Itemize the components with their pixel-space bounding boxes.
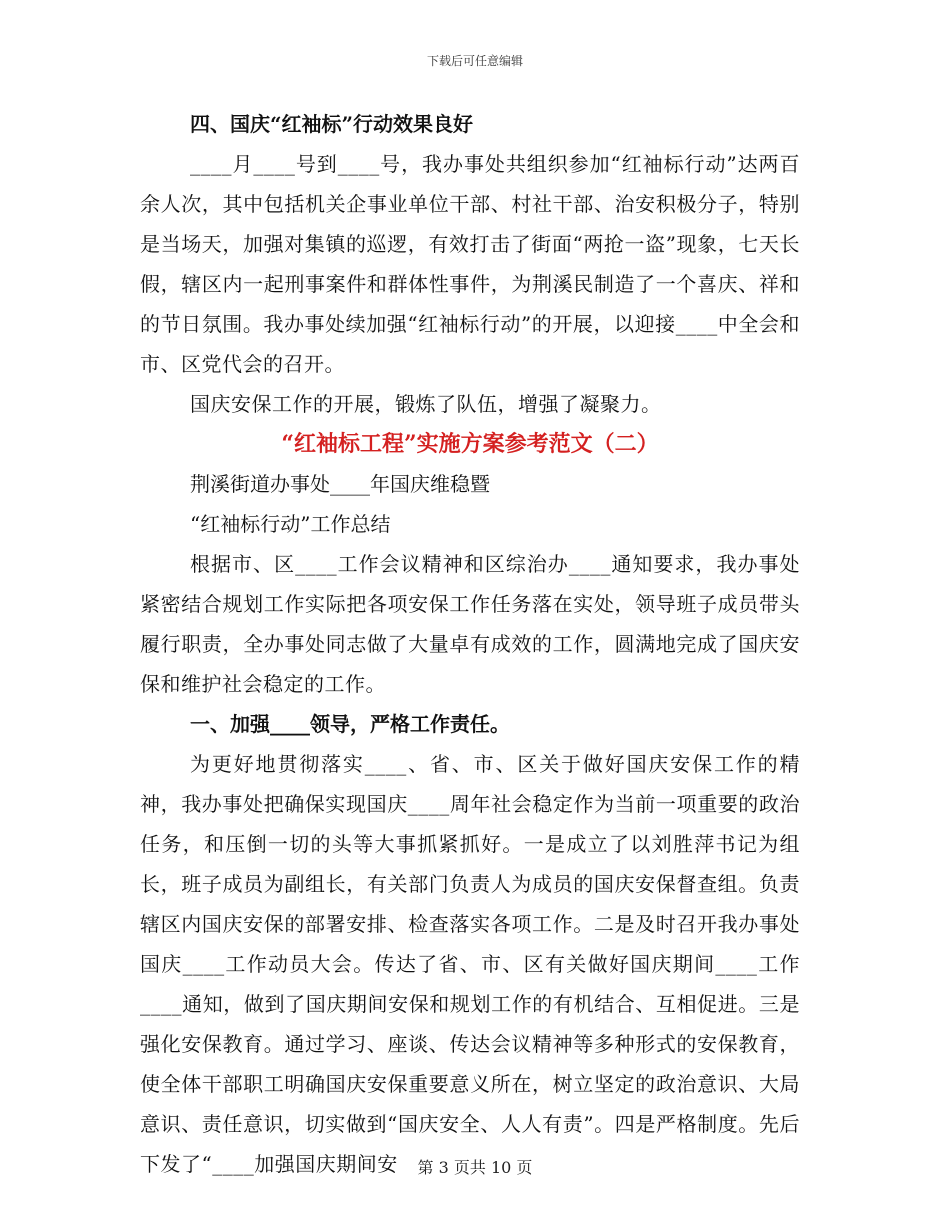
section-heading-1: 一、加强____领导，严格工作责任。 [190,712,510,736]
header-note: 下载后可任意编辑 [426,54,523,68]
paragraph: ____月____号到____号，我办事处共组织参加“红袖标行动”达两百余人次，其中包括机关企事业单位干部、村社干部、治安积极分子，特别是当场天，加强对集镇的巡逻，有效打击了街面“两抢一盗”现象，七天长假，辖区内一起刑事案件和群体性事件，为荆溪民制造了一个喜庆、祥和的节日氛围。我办事处续加强“红袖标行动”的开展，以迎接____中全会和市、区党代会的召开。 [140,152,800,376]
subtitle-line: “红袖标行动”工作总结 [190,512,391,536]
subtitle-line: 荆溪街道办事处____年国庆维稳暨 [190,472,490,496]
paragraph: 为更好地贯彻落实____、省、市、区关于做好国庆安保工作的精神，我办事处把确保实现国庆____周年社会稳定作为当前一项重要的政治任务，和压倒一切的头等大事抓紧抓好。一是成立了以刘胜萍书记为组长，班子成员为副组长，有关部门负责人为成员的国庆安保督查组。负责辖区内国庆安保的部署安排、检查落实各项工作。二是及时召开我办事处国庆____工作动员大会。传达了省、市、区有关做好国庆期间____工作____通知，做到了国庆期间安保和规划工作的有机结合、互相促进。三是强化安保教育。通过学习、座谈、传达会议精神等多种形式的安保教育，使全体干部职工明确国庆安保重要意义所在，树立坚定的政治意识、大局意识、责任意识，切实做到“国庆安全、人人有责”。四是严格制度。先后下发了“____加强国庆期间安 [140,752,800,1176]
document-body [140,104,800,1184]
document-title: “红袖标工程”实施方案参考范文（二） [281,431,659,457]
page-footer: 第 3 页共 10 页 [417,1158,533,1177]
section-heading-4: 四、国庆“红袖标”行动效果良好 [190,112,474,136]
paragraph: 国庆安保工作的开展，锻炼了队伍，增强了凝聚力。 [190,392,662,416]
paragraph: 根据市、区____工作会议精神和区综治办____通知要求，我办事处紧密结合规划工作实际把各项安保工作任务落在实处，领导班子成员带头履行职责，全办事处同志做了大量卓有成效的工作，圆满地完成了国庆安保和维护社会稳定的工作。 [140,552,800,696]
